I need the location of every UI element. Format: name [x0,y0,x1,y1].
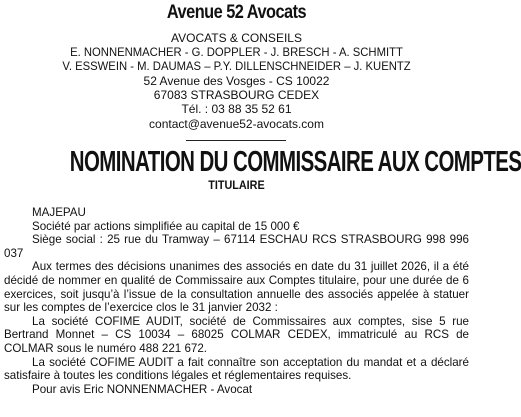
company-details [4,206,469,247]
acceptance-paragraph: La société COFIME AUDIT a fait connaître son acceptation du mandat et a déclaré satisfaire à toutes les conditions légales et réglementaires requises. [4,355,469,383]
auditor-paragraph: La société COFIME AUDIT, société de Commissaires aux comptes, sise 5 rue Bertrand Monnet – CS 10034 – 68025 COLMAR CEDEX, immatriculé au RCS de COLMAR sous le numéro 488 221 672. [4,314,469,355]
notice-subtitle: TITULAIRE [208,178,265,192]
address-line-2: 67083 STRASBOURG CEDEX [153,88,320,102]
notice-body [4,206,469,396]
partners-line-2: V. ESSWEIN - M. DAUMAS – P.Y. DILLENSCHNEIDER – J. KUENTZ [62,59,411,73]
company-name: MAJEPAU [32,206,86,219]
notice-title: NOMINATION DU COMMISSAIRE AUX COMPTES [69,146,521,178]
company-registration-continuation: 037 [4,246,24,260]
appointment-paragraph: Aux termes des décisions unanimes des associés en date du 31 juillet 2026, il a été décidé de nommer en qualité de Commissaire aux Comptes titulaire, pour une durée de 6 exercices, soit jusqu’à l’issue de la consultation annuelle des associés appelée à statuer sur les comptes de l’exercice clos le 31 janvier 2032 : [4,260,469,315]
header-divider [186,140,286,141]
partners-line-1: E. NONNENMACHER - G. DOPPLER - J. BRESCH - A. SCHMITT [70,45,403,59]
signature-line: Pour avis Eric NONNENMACHER - Avocat [32,382,253,396]
firm-name: Avenue 52 Avocats [166,2,307,23]
company-legal-form: Société par actions simplifiée au capital de 15 000 € [32,219,300,233]
firm-subtitle: AVOCATS & CONSEILS [171,31,302,45]
company-registered-office: Siège social : 25 rue du Tramway – 67114 ESCHAU RCS STRASBOURG 998 996 [32,233,469,247]
phone-number: Tél. : 03 88 35 52 61 [181,102,292,116]
email-address: contact@avenue52-avocats.com [149,117,324,131]
address-line-1: 52 Avenue des Vosges - CS 10022 [143,74,330,88]
